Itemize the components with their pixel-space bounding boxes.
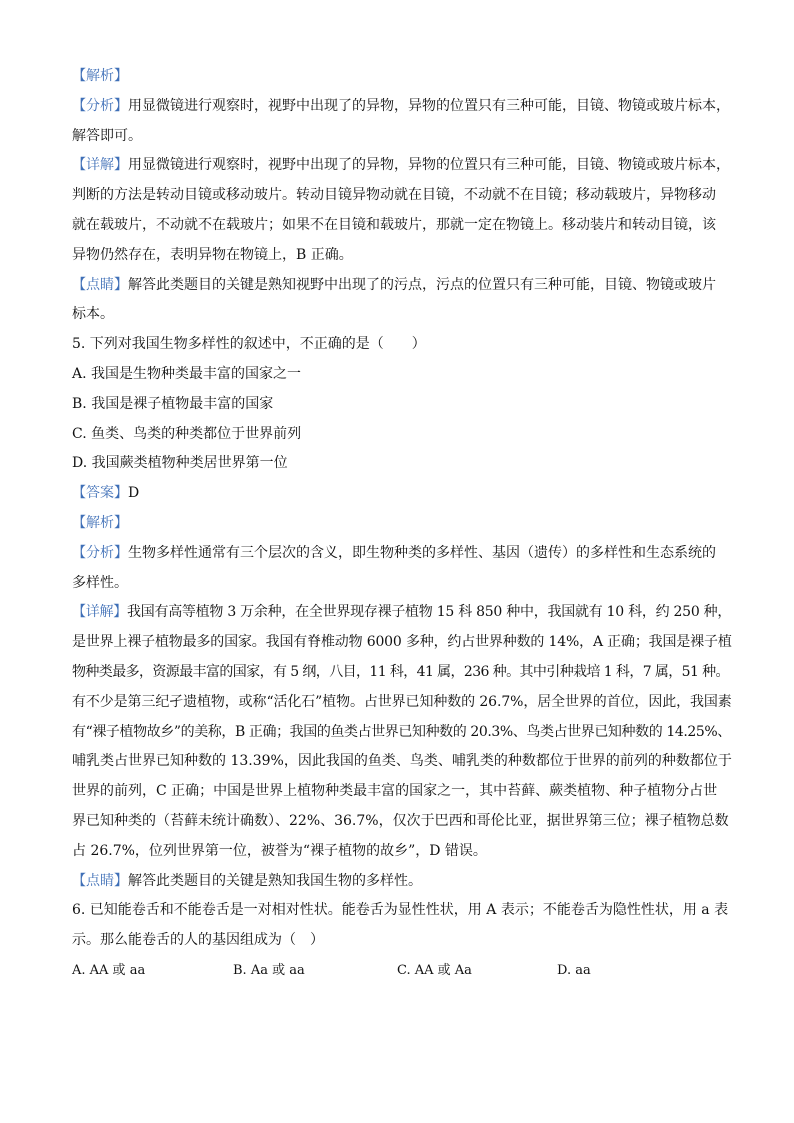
q5-detail-line: 【详解】我国有高等植物 3 万余种，在全世界现存裸子植物 15 科 850 种中，我国就有 10 科，约 250 种， [72,604,732,621]
q6-stem-line: 示。那么能卷舌的人的基因组成为（ ） [72,932,324,949]
q6-option-c: C. AA 或 Aa [397,962,472,978]
q5-answer: 【答案】D [72,485,140,502]
q5-analysis-line: 【分析】生物多样性通常有三个层次的含义，即生物种类的多样性、基因（遗传）的多样性和生态系统的 [72,544,716,561]
q6-option-a: A. AA 或 aa [72,962,146,978]
q5-detail-line: 有“裸子植物故乡”的美称，B 正确；我国的鱼类占世界已知种数的 20.3%、鸟类占世界已知种数的 14.25%、 [72,723,731,740]
q6-stem-line: 6. 已知能卷舌和不能卷舌是一对相对性状。能卷舌为显性性状，用 A 表示；不能卷舌为隐性性状，用 a 表 [72,902,729,919]
dianjing-tag: 【点睛】 [72,872,128,889]
q6-option-b: B. Aa 或 aa [233,962,305,978]
q5-option-d: D. 我国蕨类植物种类居世界第一位 [72,455,288,472]
q5-detail-line: 有不少是第三纪孑遗植物，或称“活化石”植物。占世界已知种数的 26.7%，居全世界的首位，因此，我国素 [72,693,732,710]
q5-detail-line: 哺乳类占世界已知种数的 13.39%，因此我国的鱼类、鸟类、哺乳类的种数都位于世界的前列的种数都位于 [72,753,732,770]
analysis-heading: 【解析】 [72,514,128,531]
q4-remark-line: 标本。 [72,306,114,323]
q5-stem: 5. 下列对我国生物多样性的叙述中，不正确的是（ ） [72,336,426,353]
q5-detail-line: 是世界上裸子植物最多的国家。我国有脊椎动物 6000 多种，约占世界种数的 14%，A 正确；我国是裸子植 [72,634,732,651]
q6-options-row [72,956,732,986]
q4-remark-line: 【点睛】解答此类题目的关键是熟知视野中出现了的污点，污点的位置只有三种可能，目镜、物镜或玻片 [72,276,716,293]
document-page [72,62,732,986]
q4-detail-line: 就在载玻片，不动就不在载玻片；如果不在目镜和载玻片，那就一定在物镜上。移动装片和转动目镜，该 [72,216,716,233]
q5-detail-line: 占 26.7%，位列世界第一位，被誉为“裸子植物的故乡”，D 错误。 [72,842,487,859]
q5-detail-line: 界已知种类的（苔藓未统计确数）、22%、36.7%，仅次于巴西和哥伦比亚，据世界第三位；裸子植物总数 [72,812,729,829]
q4-detail-line: 异物仍然存在，表明异物在物镜上，B 正确。 [72,246,353,263]
q5-option-a: A. 我国是生物种类最丰富的国家之一 [72,365,302,382]
q5-remark-line: 【点睛】解答此类题目的关键是熟知我国生物的多样性。 [72,872,422,889]
answer-tag: 【答案】 [72,485,128,502]
q6-option-d: D. aa [557,962,591,978]
analysis-heading: 【解析】 [72,68,128,84]
q5-detail-line: 物种类最多，资源最丰富的国家，有 5 纲，八目，11 科，41 属，236 种。其中引种栽培 1 科，7 属，51 种。 [72,663,729,680]
dianjing-tag: 【点睛】 [72,276,128,293]
fenxi-tag: 【分析】 [72,97,128,114]
q4-detail-line: 【详解】用显微镜进行观察时，视野中出现了的异物，异物的位置只有三种可能，目镜、物镜或玻片标本， [72,157,730,174]
q4-analysis-line: 【分析】用显微镜进行观察时，视野中出现了的异物，异物的位置只有三种可能，目镜、物镜或玻片标本， [72,97,730,114]
q5-option-c: C. 鱼类、鸟类的种类都位于世界前列 [72,425,302,442]
q5-option-b: B. 我国是裸子植物最丰富的国家 [72,395,274,412]
fenxi-tag: 【分析】 [72,544,128,561]
q5-analysis-line: 多样性。 [72,574,128,591]
q5-detail-line: 世界的前列，C 正确；中国是世界上植物种类最丰富的国家之一，其中苔藓、蕨类植物、种子植物分占世 [72,783,718,800]
xiangjie-tag: 【详解】 [72,157,128,174]
q4-analysis-line: 解答即可。 [72,127,142,144]
q4-detail-line: 判断的方法是转动目镜或移动玻片。转动目镜异物动就在目镜，不动就不在目镜；移动载玻片，异物移动 [72,187,716,204]
xiangjie-tag: 【详解】 [72,604,127,621]
